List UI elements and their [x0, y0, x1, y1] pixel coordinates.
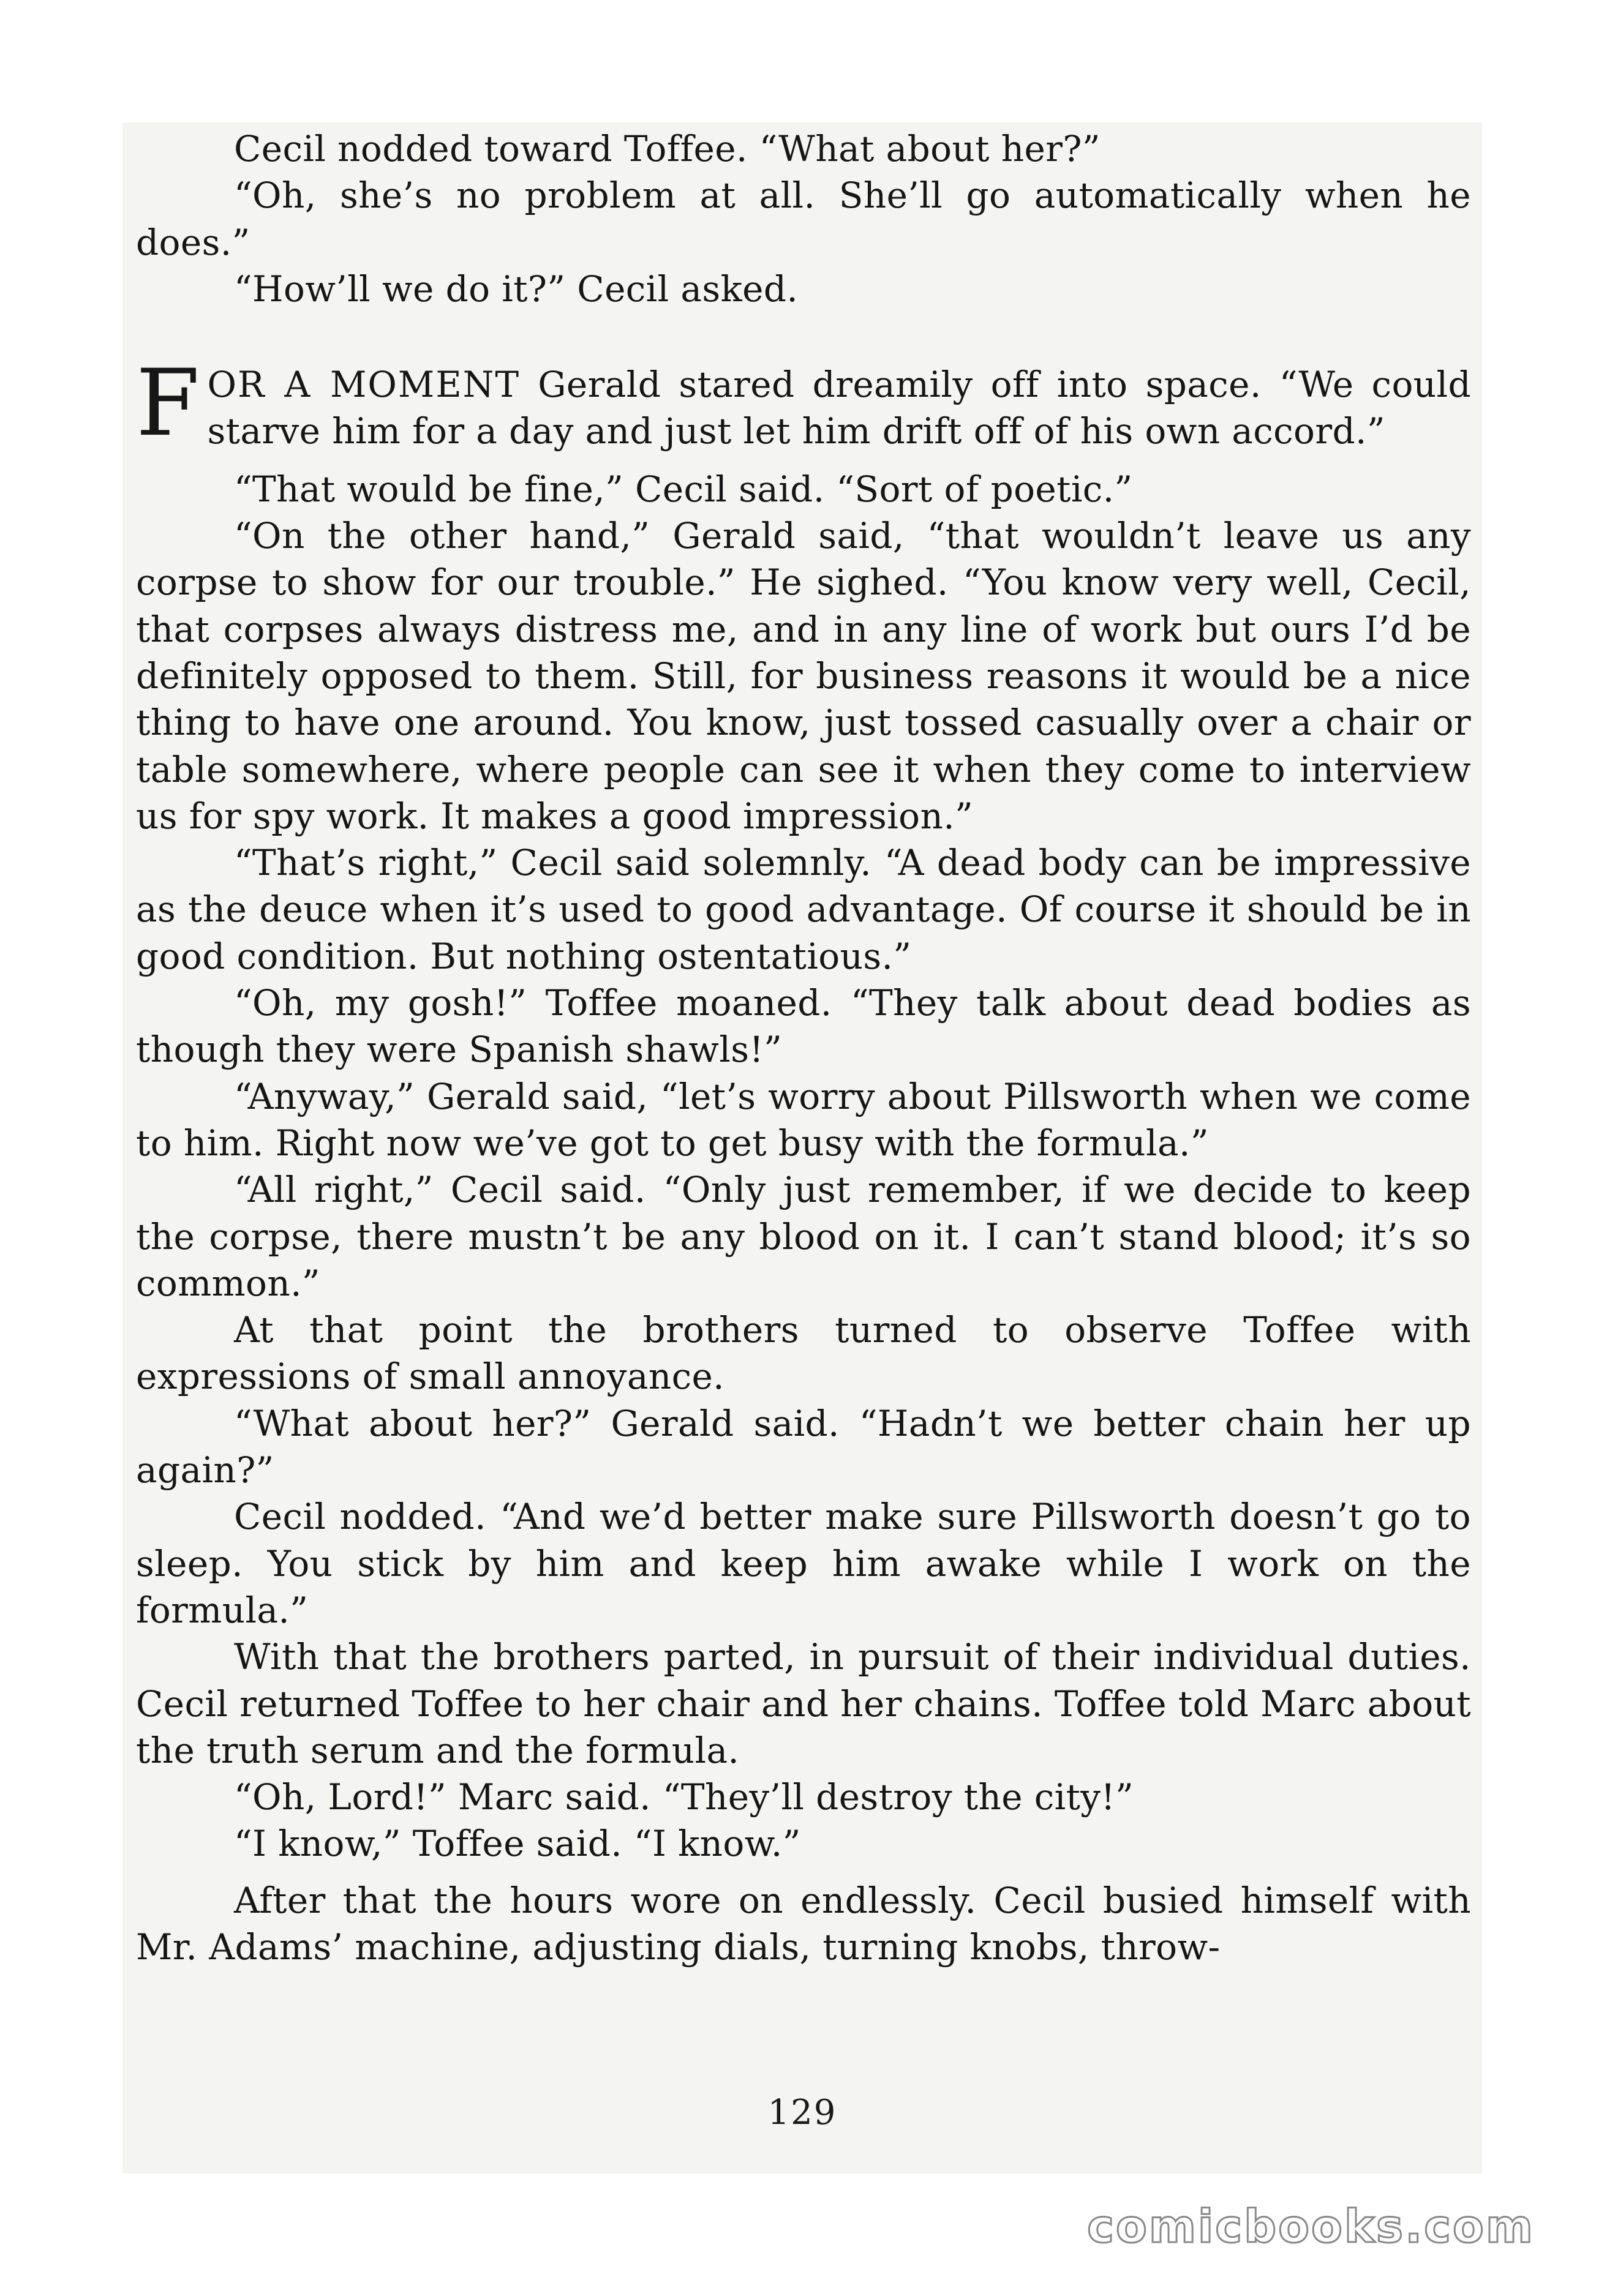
paragraph-2: “Oh, she’s no problem at all. She’ll go automatically when he does.” — [136, 174, 1471, 263]
paragraph-10: “All right,” Cecil said. “Only just remember, if we decide to keep the corpse, there mustn’t be any blood on it. I can’t stand blood; it’s so common.” — [136, 1169, 1471, 1304]
section-opening-text: Gerald stared dreamily off into space. “We could starve him for a day and just let him drift off of his own accord.” — [207, 364, 1471, 452]
paragraph-15: “Oh, Lord!” Marc said. “They’ll destroy the city!” — [234, 1776, 1134, 1818]
paragraph-16: “I know,” Toffee said. “I know.” — [234, 1823, 801, 1865]
paragraph-9: “Anyway,” Gerald said, “let’s worry about Pillsworth when we come to him. Right now we’ve got to get busy with the formula.” — [136, 1075, 1471, 1164]
paragraph-11: At that point the brothers turned to observe Toffee with expressions of small annoyance. — [136, 1309, 1471, 1398]
paragraph-5: “That would be fine,” Cecil said. “Sort of poetic.” — [234, 468, 1133, 510]
paragraph-3: “How’ll we do it?” Cecil asked. — [234, 268, 799, 310]
section-opening-paragraph — [136, 350, 1471, 457]
paragraph-1: Cecil nodded toward Toffee. “What about her?” — [234, 128, 1101, 170]
paragraph-14: With that the brothers parted, in pursuit of their individual duties. Cecil returned Toffee to her chair and her chains. Toffee told Marc about the truth serum and the formula. — [136, 1636, 1472, 1771]
paragraph-12: “What about her?” Gerald said. “Hadn’t we better chain her up again?” — [136, 1402, 1471, 1491]
paragraph-17: After that the hours wore on endlessly. Cecil busied himself with Mr. Adams’ machine, adjusting dials, turning knobs, throw- — [136, 1879, 1471, 1968]
drop-cap: F — [136, 350, 200, 457]
body-text — [136, 126, 1471, 1970]
paragraph-8: “Oh, my gosh!” Toffee moaned. “They talk about dead bodies as though they were Spanish shawls!” — [136, 982, 1471, 1071]
paragraph-7: “That’s right,” Cecil said solemnly. “A dead body can be impressive as the deuce when it’s used to good advantage. Of course it should be in good condition. But nothing ostentatious.” — [136, 842, 1471, 977]
section-lead-in: OR A MOMENT — [207, 364, 521, 406]
watermark-logo: comicbooks.com — [1087, 2200, 1535, 2253]
paragraph-6: “On the other hand,” Gerald said, “that wouldn’t leave us any corpse to show for our trouble.” He sighed. “You know very well, Cecil, that corpses always distress me, and in any line of work but ours I’d be definitely opposed to them. Still, for business reasons it would be a nice thing to have one around. You know, just tossed casually over a chair or table somewhere, where people can see it when they come to interview us for spy work. It makes a good impression.” — [136, 515, 1471, 837]
paragraph-13: Cecil nodded. “And we’d better make sure Pillsworth doesn’t go to sleep. You stick by him and keep him awake while I work on the formula.” — [136, 1496, 1471, 1631]
page-number: 129 — [767, 2093, 837, 2133]
